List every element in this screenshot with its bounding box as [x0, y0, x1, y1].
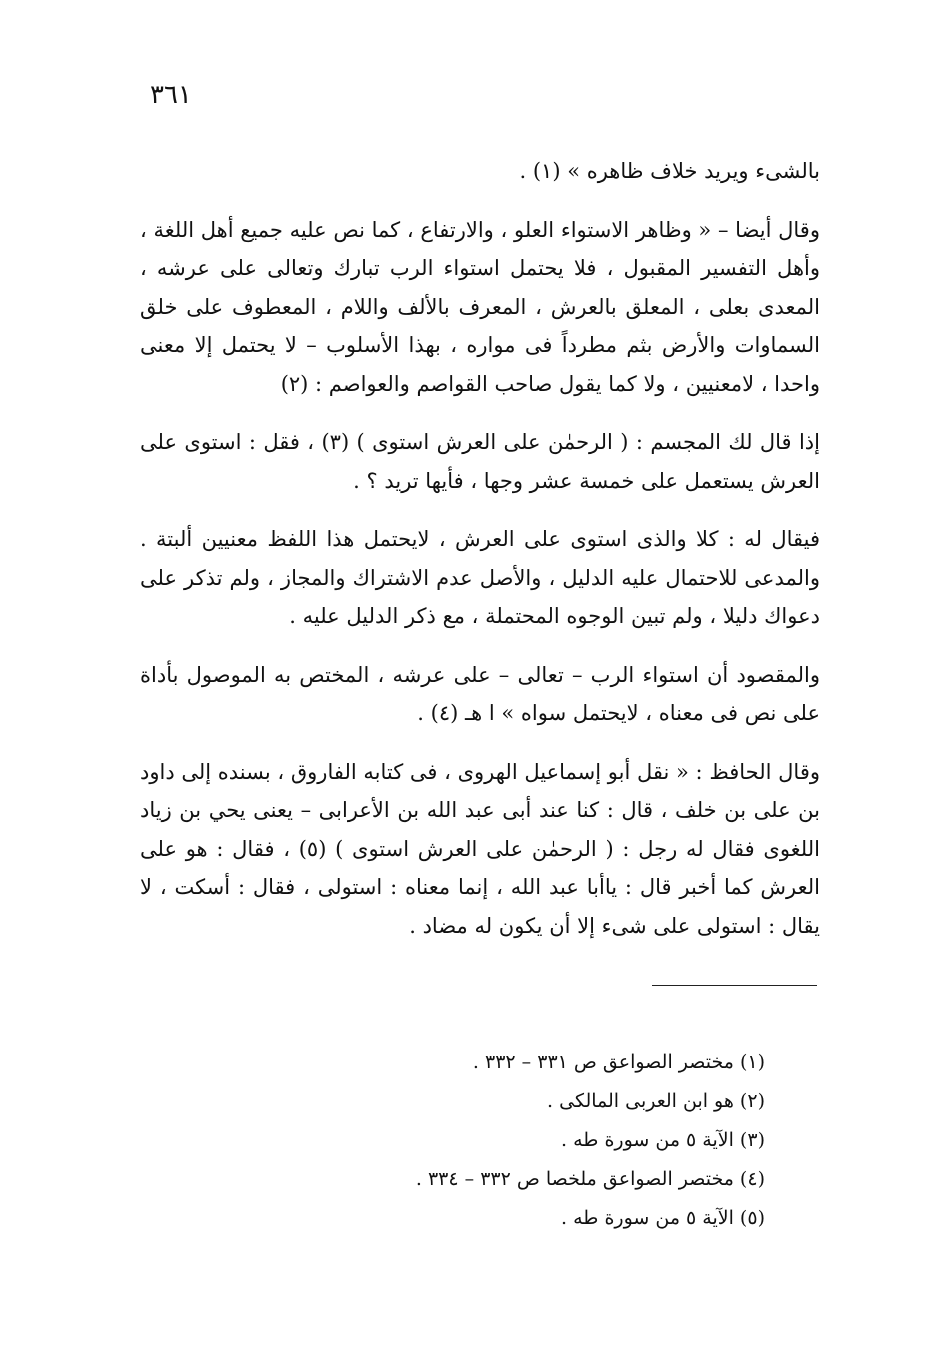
footnote-1: (١) مختصر الصواعق ص ٣٣١ – ٣٣٢ .: [472, 1051, 765, 1073]
page-number: ٣٦١: [150, 80, 192, 110]
footnote-2: (٢) هو ابن العربى المالكى .: [547, 1090, 765, 1112]
paragraph-3: إذا قال لك المجسم : ( الرحمٰن على العرش استوى ) (٣) ، فقل : استوى على العرش يستعمل على خمسة عشر وجها ، فأيها تريد ؟ .: [140, 430, 820, 493]
footnote-4: (٤) مختصر الصواعق ملخصا ص ٣٣٢ – ٣٣٤ .: [415, 1168, 765, 1190]
paragraph-6: وقال الحافظ : « نقل أبو إسماعيل الهروى ، فى كتابه الفاروق ، بسنده إلى داود بن على بن خلف ، قال : كنا عند أبى عبد الله بن الأعرابى – يعنى يحي بن زياد اللغوى فقال له رجل : ( الرحمٰن على العرش استوى ) (٥) ، فقال : هو على العرش كما أخبر قال : ياأبا عبد الله ، إنما معناه : استولى ، فقال : أسكت ، لا يقال : استولى على شىء إلا أن يكون له مضاد .: [140, 759, 820, 938]
paragraph-1: بالشىء ويريد خلاف ظاهره » (١) .: [519, 159, 820, 183]
footnote-5: (٥) الآية ٥ من سورة طه .: [561, 1207, 765, 1229]
footnote-separator: [652, 985, 817, 986]
paragraph-5: والمقصود أن استواء الرب – تعالى – على عرشه ، المختص به الموصول بأداة على نص فى معناه ، لايحتمل سواه » ا هـ (٤) .: [140, 662, 820, 725]
footnotes: [300, 1043, 765, 1238]
paragraph-4: فيقال له : كلا والذى استوى على العرش ، لايحتمل هذا اللفظ معنيين ألبتة . والمدعى للاحتمال عليه الدليل ، والأصل عدم الاشتراك والمجاز ، ولم تذكر على دعواك دليلا ، ولم تبين الوجوه المحتملة ، مع ذكر الدليل عليه .: [140, 527, 820, 628]
footnote-3: (٣) الآية ٥ من سورة طه .: [561, 1129, 765, 1151]
paragraph-2: وقال أيضا – « وظاهر الاستواء العلو ، والارتفاع ، كما نص عليه جميع أهل اللغة ، وأهل التفسير المقبول ، فلا يحتمل استواء الرب تبارك وتعالى على عرشه ، المعدى بعلى ، المعلق بالعرش ، المعرف بالألف واللام ، المعطوف على خلق السماوات والأرض بثم مطرداً فى مواره ، بهذا الأسلوب – لا يحتمل إلا معنى واحدا ، لامعنيين ، ولا كما يقول صاحب القواصم والعواصم : (٢): [140, 217, 820, 396]
main-text: [140, 152, 820, 965]
